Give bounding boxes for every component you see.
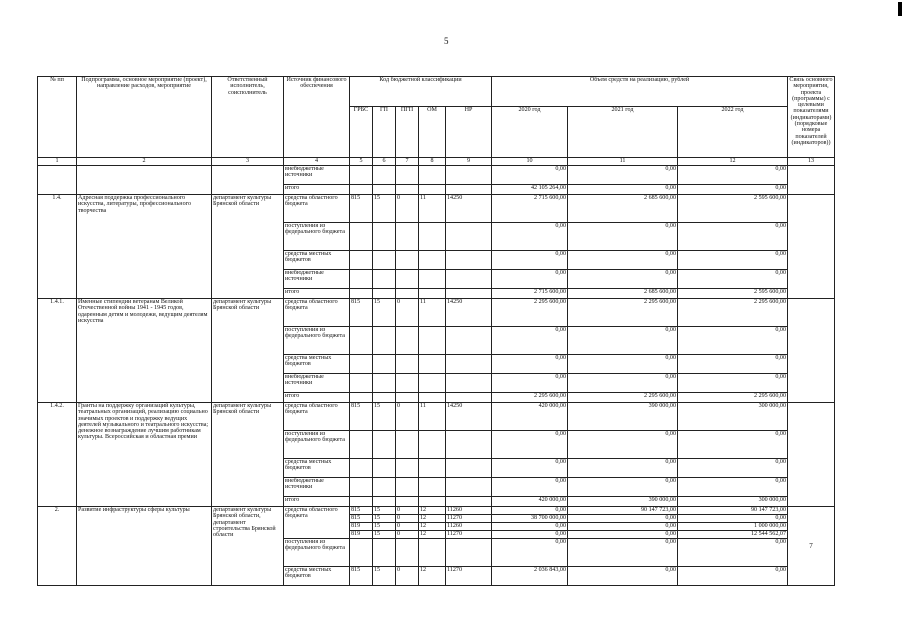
source-extra: внебюджетные источники (284, 374, 350, 393)
code-grbs: 815 (350, 515, 373, 523)
colnum: 9 (446, 158, 492, 166)
cell-empty (396, 223, 419, 251)
code-gp: 15 (373, 523, 396, 531)
amount-2021: 0,00 (568, 223, 678, 251)
code-om: 12 (419, 531, 446, 539)
amount-2020: 0,00 (492, 507, 568, 515)
source-local: средства местных бюджетов (284, 251, 350, 270)
colnum: 10 (492, 158, 568, 166)
amount-2021: 2 295 600,00 (568, 393, 678, 403)
code-pgp: 0 (396, 507, 419, 515)
cell-empty (419, 459, 446, 478)
colnum: 11 (568, 158, 678, 166)
amount-2020: 420 000,00 (492, 497, 568, 507)
amount-2020: 2 715 600,00 (492, 195, 568, 223)
amount-2020: 0,00 (492, 270, 568, 289)
header-source: Источник финансового обеспечения (284, 77, 350, 158)
cell-empty (396, 289, 419, 299)
amount-2021: 0,00 (568, 531, 678, 539)
cell-empty (373, 374, 396, 393)
cell-empty (396, 327, 419, 355)
amount-2022: 0,00 (678, 223, 788, 251)
colnum: 5 (350, 158, 373, 166)
indicator-number: 7 (788, 507, 835, 586)
amount-2020: 2 036 843,00 (492, 567, 568, 586)
amount-2020: 0,00 (492, 374, 568, 393)
colnum: 13 (788, 158, 835, 166)
cell-empty (446, 497, 492, 507)
code-om: 12 (419, 507, 446, 515)
cell-empty (373, 459, 396, 478)
cell-empty (396, 497, 419, 507)
cell-empty (788, 299, 835, 403)
amount-2020: 2 295 600,00 (492, 393, 568, 403)
code-pgp: 0 (396, 299, 419, 327)
cell-empty (396, 393, 419, 403)
code-nr: 11260 (446, 523, 492, 531)
amount-2022: 0,00 (678, 515, 788, 523)
cell-empty (419, 185, 446, 195)
source-local: средства местных бюджетов (284, 567, 350, 586)
amount-2020: 0,00 (492, 327, 568, 355)
cell-empty (446, 374, 492, 393)
source-regional: средства областного бюджета (284, 299, 350, 327)
header-pgp: ПГП (396, 107, 419, 158)
amount-2020: 2 295 600,00 (492, 299, 568, 327)
header-2021: 2021 год (568, 107, 678, 158)
cell-empty (373, 393, 396, 403)
header-row (38, 77, 835, 107)
cell-empty (350, 289, 373, 299)
amount-2022: 0,00 (678, 251, 788, 270)
cell-empty (419, 393, 446, 403)
cell-empty (350, 251, 373, 270)
amount-2020: 0,00 (492, 459, 568, 478)
cell-empty (396, 355, 419, 374)
cell-empty (419, 431, 446, 459)
code-om: 11 (419, 195, 446, 223)
amount-2020: 2 715 600,00 (492, 289, 568, 299)
code-grbs: 815 (350, 403, 373, 431)
code-nr: 11270 (446, 531, 492, 539)
amount-2022: 0,00 (678, 431, 788, 459)
code-grbs: 819 (350, 531, 373, 539)
cell-empty (788, 403, 835, 507)
cell-empty (350, 539, 373, 567)
cell-empty (350, 355, 373, 374)
amount-2022: 2 595 600,00 (678, 195, 788, 223)
amount-2021: 0,00 (568, 185, 678, 195)
amount-2021: 0,00 (568, 251, 678, 270)
code-gp: 15 (373, 507, 396, 515)
cell-empty (419, 374, 446, 393)
code-nr: 14250 (446, 403, 492, 431)
source-regional: средства областного бюджета (284, 403, 350, 431)
item-name: Адресная поддержка профессионального искусства, литературы, профессионального творчества (77, 195, 212, 299)
cell-empty (446, 478, 492, 497)
code-pgp: 0 (396, 531, 419, 539)
cell-empty (350, 459, 373, 478)
item-executor: департамент культуры Брянской области (212, 403, 284, 507)
budget-table (37, 76, 835, 586)
amount-2021: 0,00 (568, 327, 678, 355)
colnum: 3 (212, 158, 284, 166)
amount-2020: 420 000,00 (492, 403, 568, 431)
cell-empty (419, 497, 446, 507)
header-2020: 2020 год (492, 107, 568, 158)
cell-empty (373, 289, 396, 299)
code-grbs: 815 (350, 507, 373, 515)
amount-2020: 0,00 (492, 523, 568, 531)
table-row (38, 195, 835, 223)
amount-2022: 0,00 (678, 567, 788, 586)
colnum: 12 (678, 158, 788, 166)
code-gp: 15 (373, 195, 396, 223)
cell-empty (373, 478, 396, 497)
amount-2020: 38 700 000,00 (492, 515, 568, 523)
cell-empty (373, 431, 396, 459)
cell-empty (446, 327, 492, 355)
code-nr: 11270 (446, 567, 492, 586)
header-budget-code: Код бюджетной классификации (350, 77, 492, 107)
item-name: Гранты на поддержку организаций культуры, театральных организаций, реализацию социально значимых проектов и поддержку ведущих деятелей музыкального и театрального искусства; денежное вознаграждение лучшим работникам культуры. Всероссийская и областная премии (77, 403, 212, 507)
cell-empty (446, 393, 492, 403)
table-row (38, 403, 835, 431)
amount-2022: 300 000,00 (678, 403, 788, 431)
amount-2021: 2 685 600,00 (568, 289, 678, 299)
cell-empty (446, 355, 492, 374)
code-grbs: 815 (350, 567, 373, 586)
code-pgp: 0 (396, 403, 419, 431)
item-number: 1.4.2. (38, 403, 77, 507)
amount-2021: 2 685 600,00 (568, 195, 678, 223)
source-regional: средства областного бюджета (284, 195, 350, 223)
source-federal: поступления из федерального бюджета (284, 327, 350, 355)
source-federal: поступления из федерального бюджета (284, 223, 350, 251)
page-number: 5 (444, 36, 449, 46)
amount-2020: 0,00 (492, 531, 568, 539)
cell-empty (446, 459, 492, 478)
cell-empty (396, 478, 419, 497)
cell-empty (373, 166, 396, 185)
cell-empty (419, 289, 446, 299)
colnum: 1 (38, 158, 77, 166)
amount-2022: 0,00 (678, 185, 788, 195)
code-om: 11 (419, 299, 446, 327)
cell-empty (446, 431, 492, 459)
cell-empty (373, 251, 396, 270)
table-row (38, 166, 835, 185)
amount-2022: 2 595 600,00 (678, 289, 788, 299)
source-extra: внебюджетные источники (284, 270, 350, 289)
amount-2022: 0,00 (678, 539, 788, 567)
amount-2022: 12 544 562,07 (678, 531, 788, 539)
cell-empty (446, 223, 492, 251)
item-name: Именные стипендии ветеранам Великой Отечественной войны 1941 - 1945 годов, одаренным детям и молодежи, ведущим деятелям искусства (77, 299, 212, 403)
colnum: 7 (396, 158, 419, 166)
cell-empty (419, 327, 446, 355)
header-nr: НР (446, 107, 492, 158)
header-gp: ГП (373, 107, 396, 158)
amount-2021: 0,00 (568, 523, 678, 531)
cell-empty (788, 195, 835, 299)
amount-2022: 0,00 (678, 270, 788, 289)
cell-empty (419, 270, 446, 289)
colnum: 6 (373, 158, 396, 166)
source-extra: внебюджетные источники (284, 166, 350, 185)
code-grbs: 815 (350, 299, 373, 327)
item-executor: департамент культуры Брянской области, департамент строительства Брянской области (212, 507, 284, 586)
cell-empty (419, 166, 446, 185)
source-federal: поступления из федерального бюджета (284, 431, 350, 459)
cell-empty (446, 251, 492, 270)
cell-empty (350, 478, 373, 497)
cell-empty (350, 497, 373, 507)
amount-2022: 300 000,00 (678, 497, 788, 507)
cell-empty (396, 270, 419, 289)
code-nr: 14250 (446, 299, 492, 327)
cell-empty (373, 223, 396, 251)
header-volume: Объем средств на реализацию, рублей (492, 77, 788, 107)
cell-empty (350, 223, 373, 251)
code-pgp: 0 (396, 515, 419, 523)
source-extra: внебюджетные источники (284, 478, 350, 497)
amount-2022: 0,00 (678, 355, 788, 374)
amount-2022: 2 295 600,00 (678, 299, 788, 327)
cell-empty (419, 539, 446, 567)
header-executor: Ответственный исполнитель, соисполнитель (212, 77, 284, 158)
cell-empty (350, 374, 373, 393)
cell-empty (38, 166, 77, 195)
amount-2022: 0,00 (678, 459, 788, 478)
code-om: 11 (419, 403, 446, 431)
cell-empty (396, 374, 419, 393)
cell-empty (350, 327, 373, 355)
cell-empty (350, 431, 373, 459)
colnum: 4 (284, 158, 350, 166)
cell-empty (396, 185, 419, 195)
amount-2020: 0,00 (492, 478, 568, 497)
amount-2021: 0,00 (568, 431, 678, 459)
cell-empty (419, 355, 446, 374)
header-no: № пп (38, 77, 77, 158)
amount-2022: 0,00 (678, 374, 788, 393)
cell-empty (446, 539, 492, 567)
code-grbs: 819 (350, 523, 373, 531)
code-om: 12 (419, 515, 446, 523)
source-total: итого (284, 497, 350, 507)
amount-2020: 42 105 264,00 (492, 185, 568, 195)
amount-2021: 0,00 (568, 355, 678, 374)
item-number: 1.4.1. (38, 299, 77, 403)
cell-empty (446, 289, 492, 299)
source-federal: поступления из федерального бюджета (284, 539, 350, 567)
cell-empty (373, 539, 396, 567)
source-total: итого (284, 289, 350, 299)
amount-2021: 0,00 (568, 374, 678, 393)
code-gp: 15 (373, 567, 396, 586)
cell-empty (396, 251, 419, 270)
cell-empty (350, 166, 373, 185)
amount-2021: 0,00 (568, 166, 678, 185)
cell-empty (446, 185, 492, 195)
cell-empty (446, 270, 492, 289)
column-number-row (38, 158, 835, 166)
amount-2022: 0,00 (678, 166, 788, 185)
amount-2020: 0,00 (492, 431, 568, 459)
cell-empty (77, 166, 212, 195)
table-row (38, 299, 835, 327)
amount-2021: 0,00 (568, 459, 678, 478)
cell-empty (373, 327, 396, 355)
amount-2021: 0,00 (568, 567, 678, 586)
amount-2021: 390 000,00 (568, 497, 678, 507)
amount-2020: 0,00 (492, 223, 568, 251)
amount-2022: 0,00 (678, 327, 788, 355)
cell-empty (212, 166, 284, 195)
code-pgp: 0 (396, 195, 419, 223)
amount-2021: 0,00 (568, 515, 678, 523)
cell-empty (419, 223, 446, 251)
cell-empty (373, 497, 396, 507)
amount-2021: 0,00 (568, 270, 678, 289)
cell-empty (373, 185, 396, 195)
item-name: Развитие инфраструктуры сферы культуры (77, 507, 212, 586)
amount-2021: 390 000,00 (568, 403, 678, 431)
source-regional: средства областного бюджета (284, 507, 350, 539)
amount-2021: 90 147 723,00 (568, 507, 678, 515)
header-grbs: ГРБС (350, 107, 373, 158)
cell-empty (373, 355, 396, 374)
header-link: Связь основного мероприятия, проекта (программы) с целевыми показателями (индикаторами) (порядковые номера показателей (индикаторов)) (788, 77, 835, 158)
header-om: ОМ (419, 107, 446, 158)
cell-empty (419, 478, 446, 497)
amount-2022: 90 147 723,00 (678, 507, 788, 515)
table-row (38, 507, 835, 515)
amount-2022: 1 000 000,00 (678, 523, 788, 531)
code-nr: 11260 (446, 507, 492, 515)
code-om: 12 (419, 523, 446, 531)
cell-empty (396, 459, 419, 478)
amount-2021: 2 295 600,00 (568, 299, 678, 327)
amount-2021: 0,00 (568, 539, 678, 567)
cell-empty (350, 270, 373, 289)
item-executor: департамент культуры Брянской области (212, 195, 284, 299)
code-gp: 15 (373, 403, 396, 431)
source-total: итого (284, 185, 350, 195)
code-om: 12 (419, 567, 446, 586)
code-pgp: 0 (396, 567, 419, 586)
amount-2021: 0,00 (568, 478, 678, 497)
cell-empty (446, 166, 492, 185)
item-number: 2. (38, 507, 77, 586)
amount-2020: 0,00 (492, 539, 568, 567)
header-program: Подпрограмма, основное мероприятие (проект), направление расходов, мероприятие (77, 77, 212, 158)
amount-2020: 0,00 (492, 251, 568, 270)
cell-empty (419, 251, 446, 270)
cell-empty (373, 270, 396, 289)
source-total: итого (284, 393, 350, 403)
cell-empty (788, 166, 835, 195)
code-nr: 11270 (446, 515, 492, 523)
colnum: 8 (419, 158, 446, 166)
amount-2022: 2 295 600,00 (678, 393, 788, 403)
page-corner-mark (898, 2, 902, 16)
cell-empty (396, 166, 419, 185)
item-executor: департамент культуры Брянской области (212, 299, 284, 403)
code-gp: 15 (373, 515, 396, 523)
amount-2020: 0,00 (492, 355, 568, 374)
cell-empty (396, 431, 419, 459)
code-pgp: 0 (396, 523, 419, 531)
amount-2022: 0,00 (678, 478, 788, 497)
cell-empty (350, 393, 373, 403)
code-grbs: 815 (350, 195, 373, 223)
cell-empty (350, 185, 373, 195)
source-local: средства местных бюджетов (284, 459, 350, 478)
colnum: 2 (77, 158, 212, 166)
amount-2020: 0,00 (492, 166, 568, 185)
code-gp: 15 (373, 531, 396, 539)
code-nr: 14250 (446, 195, 492, 223)
code-gp: 15 (373, 299, 396, 327)
item-number: 1.4. (38, 195, 77, 299)
cell-empty (396, 539, 419, 567)
header-2022: 2022 год (678, 107, 788, 158)
source-local: средства местных бюджетов (284, 355, 350, 374)
